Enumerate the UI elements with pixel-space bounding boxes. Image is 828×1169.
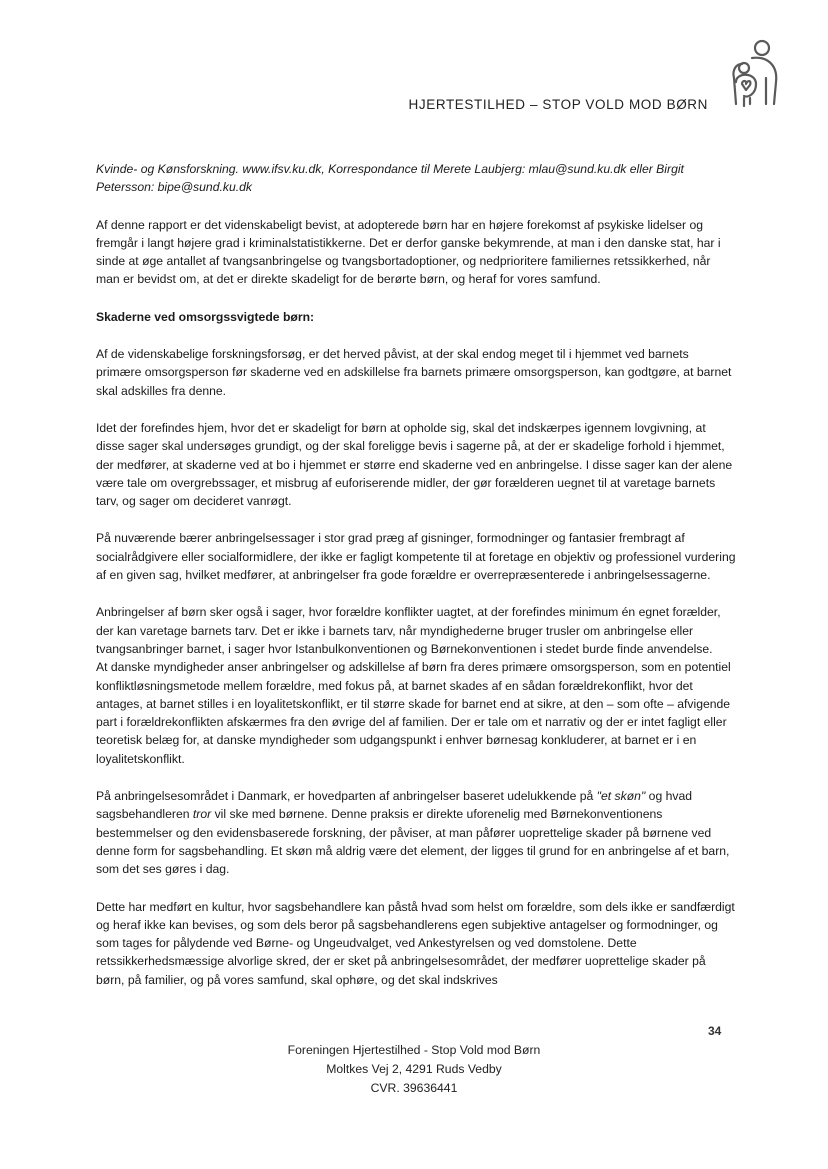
header-title: HJERTESTILHED – STOP VOLD MOD BØRN (408, 97, 708, 112)
paragraph-8: Dette har medført en kultur, hvor sagsbehandlere kan påstå hvad som helst om forældre, som dels ikke er sandfærdigt og heraf ikke kan bevises, og som dels beror på sagsbehandlerens egen subjektive antagelser og formodninger, og som tages for pålydende ved Børne- og Ungeudvalget, ved Ankestyrelsen og ved domstolene. Dette retssikkerhedsmæssige alvorlige skred, der er sket på anbringelsesområdet, der medfører uoprettelige skader på børn, på familier, og på vores samfund, skal ophøre, og det skal indskrives (96, 899, 735, 987)
footer-organization: Foreningen Hjertestilhed - Stop Vold mod Børn (287, 1043, 541, 1057)
footer-cvr: CVR. 39636441 (370, 1081, 458, 1095)
page-number: 34 (708, 1024, 722, 1038)
paragraph-7-emphasis-1: "et skøn" (596, 789, 646, 804)
paragraph-2: Af de videnskabelige forskningsforsøg, er det herved påvist, at der skal endog meget til i hjemmet ved barnets primære omsorgsperson før skaderne ved en adskillelse fra barnets primære omsorgsperson, kan godtgøre, at barnet skal adskilles fra denne. (96, 347, 732, 398)
intro-paragraph: Kvinde- og Kønsforskning. www.ifsv.ku.dk, Korrespondance til Merete Laubjerg: mlau@sund.ku.dk eller Birgit Petersson: bipe@sund.ku.dk (96, 162, 684, 195)
section-heading: Skaderne ved omsorgssvigtede børn: (96, 309, 315, 324)
family-heart-logo-icon (722, 38, 782, 110)
footer-address: Moltkes Vej 2, 4291 Ruds Vedby (326, 1062, 502, 1076)
document-body (96, 160, 736, 1008)
paragraph-1: Af denne rapport er det videnskabeligt bevist, at adopterede børn har en højere forekomst af psykiske lidelser og fremgår i langt højere grad i kriminalstatistikkerne. Det er derfor ganske bekymrende, at man i den danske stat, har i sinde at øge antallet af tvangsanbringelse og tvangsbortadoptioner, og nedprioritere familiernes retssikkerhed, når man er bevidst om, at det er direkte skadeligt for de berørte børn, og heraf for vores samfund. (96, 217, 721, 287)
paragraph-7-part-c: vil ske med børnene. Denne praksis er direkte uforenelig med Børnekonventionens bestemmelser og den evidensbaserede forskning, der påviser, at man påfører uoprettelige skader på børnene ved denne form for sagsbehandling. Et skøn må aldrig være det element, der ligges til grund for en anbringelse af et barn, som det ses gøres i dag. (96, 807, 730, 877)
paragraph-7-part-b: og hvad sagsbehandleren (96, 789, 693, 822)
paragraph-4: På nuværende bærer anbringelsessager i stor grad præg af gisninger, formodninger og fantasier frembragt af socialrådgivere eller socialformidlere, der ikke er fagligt kompetente til at foretage en objektiv og professionel vurdering af en given sag, hvilket medfører, at anbringelser fra gode forældre er overrepræsenterede i anbringelsessagerne. (96, 531, 736, 583)
paragraph-5: Anbringelser af børn sker også i sager, hvor forældre konflikter uagtet, at der forefindes minimum én egnet forælder, der kan varetage barnets tarv. Det er ikke i barnets tarv, når myndighederne bruger trusler om anbringelse eller tvangsanbringer barnet, i sager hvor Istanbulkonventionen og Børnekonventionen i stedet burde finde anvendelse. (96, 605, 721, 656)
paragraph-6: At danske myndigheder anser anbringelser og adskillelse af børn fra deres primære omsorgsperson, som en potentiel konfliktløsningsmetode mellem forældre, med fokus på, at barnet skades af en sådan forældrekonflikt, hvor det antages, at barnet stilles i en loyalitetskonflikt, er til større skade for barnet end at sikre, at den – som ofte – afvigende part i forældrekonflikten afskærmes fra den øvrige del af familien. Der er tale om et narrativ og der er intet fagligt eller teoretisk belæg for, at danske myndigheder som udgangspunkt i enhver børnesag konkluderer, at barnet er i en loyalitetskonflikt. (96, 660, 731, 766)
paragraph-7-emphasis-2: tror (192, 807, 212, 822)
paragraph-7-part-a: På anbringelsesområdet i Danmark, er hovedparten af anbringelser baseret udelukkende på (96, 789, 597, 804)
footer (0, 1041, 828, 1098)
paragraph-3: Idet der forefindes hjem, hvor det er skadeligt for børn at opholde sig, skal det indskærpes igennem lovgivning, at disse sager skal undersøges grundigt, og der skal foreligge bevis i sagerne på, at der er skadelige forhold i hjemmet, der medfører, at skaderne ved at bo i hjemmet er større end skaderne ved en anbringelse. I disse sager kan der alene være tale om overgrebssager, et misbrug af euforiserende midler, der gør forælderen uegnet til at varetage barnets tarv, og sager om decideret vanrøgt. (96, 420, 733, 509)
paragraph-7 (96, 787, 736, 878)
